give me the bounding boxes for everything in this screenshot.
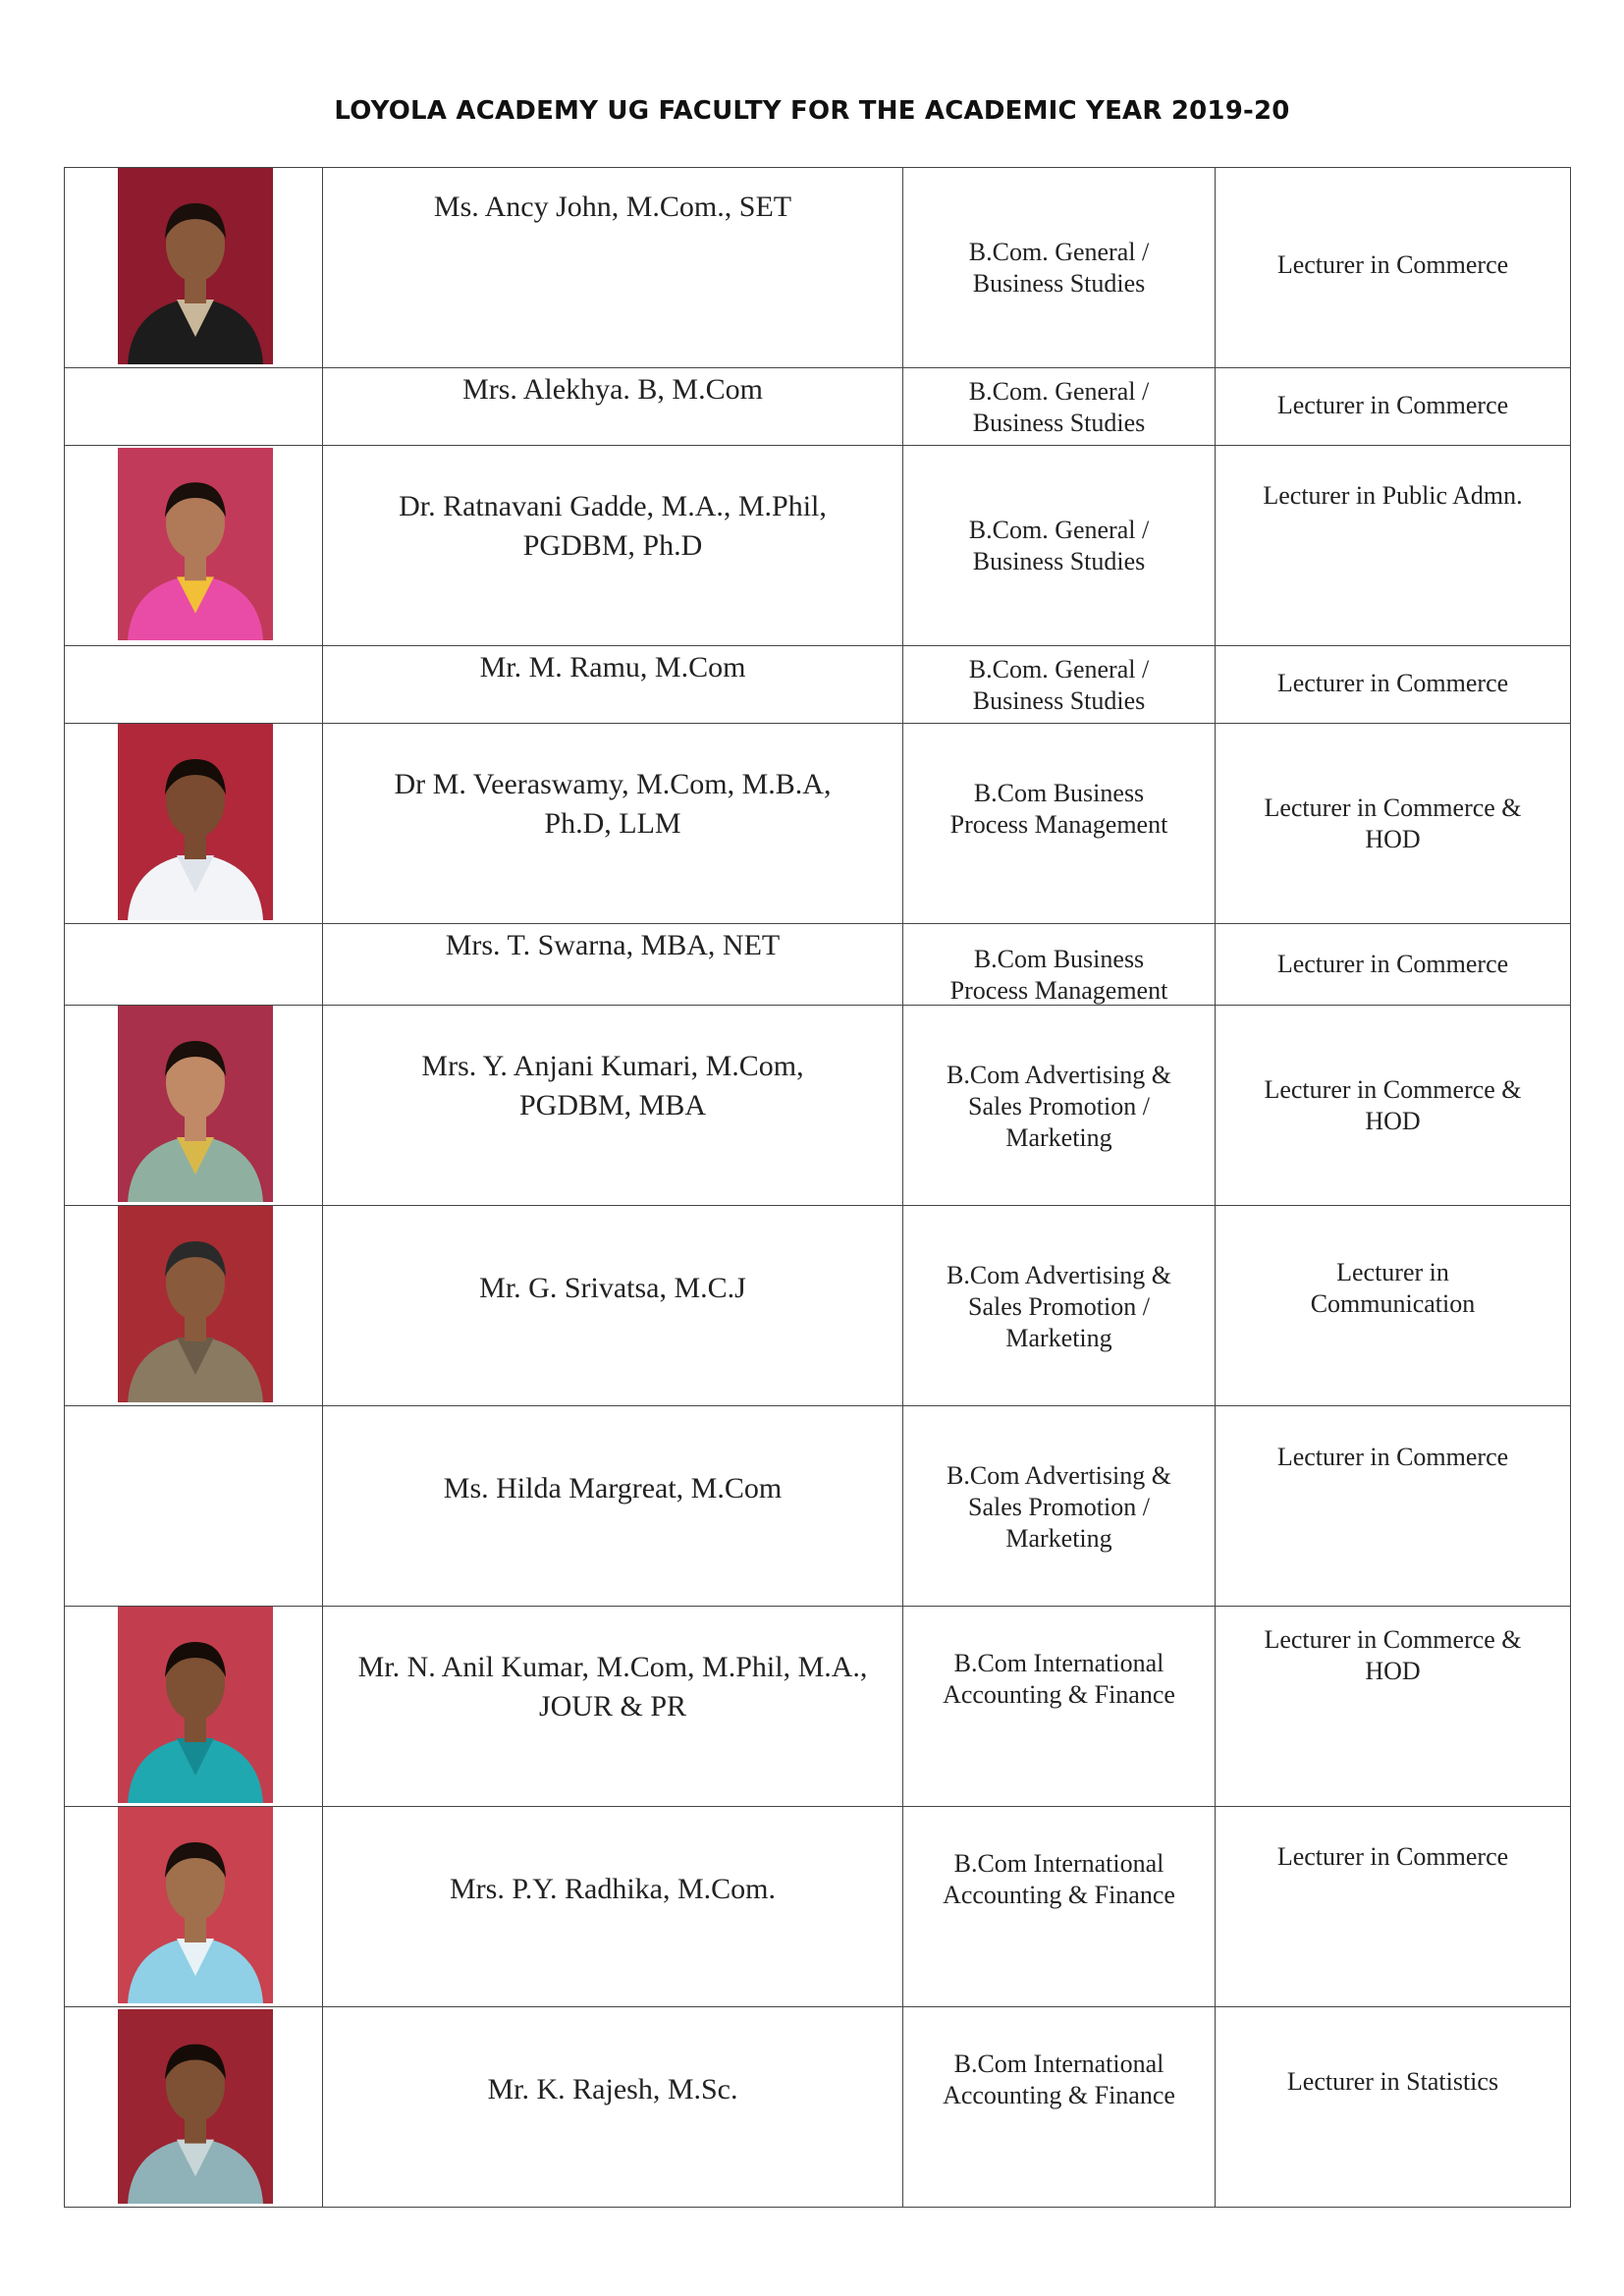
portrait-graphic (118, 2009, 273, 2204)
programme-name: B.Com Advertising & (947, 1061, 1171, 1089)
designation-cell (1216, 646, 1571, 724)
name-cell (323, 1206, 903, 1406)
programme-cell (903, 2007, 1216, 2208)
programme-cell (903, 1807, 1216, 2007)
programme-name: Marketing (1005, 1524, 1112, 1553)
faculty-photo (118, 1607, 273, 1803)
programme-name: Process Management (949, 976, 1168, 1005)
table-row (65, 168, 1571, 368)
programme-cell (903, 446, 1216, 646)
designation: Lecturer in Commerce & (1264, 793, 1522, 822)
table-row (65, 446, 1571, 646)
photo-cell (65, 1206, 323, 1406)
designation: Lecturer in (1336, 1258, 1449, 1286)
designation: Lecturer in Commerce (1276, 1443, 1509, 1471)
programme-name: Business Studies (972, 547, 1146, 575)
photo-cell (65, 924, 323, 1006)
name-cell (323, 924, 903, 1006)
designation: HOD (1365, 1107, 1421, 1135)
designation: Lecturer in Commerce (1276, 391, 1509, 419)
table-row (65, 924, 1571, 1006)
designation: HOD (1365, 1657, 1421, 1685)
faculty-name: Ms. Hilda Margreat, M.Com (443, 1472, 783, 1504)
faculty-name: PGDBM, Ph.D (522, 529, 703, 562)
table-row (65, 646, 1571, 724)
programme-name: Process Management (949, 810, 1168, 839)
programme-name: B.Com. General / (968, 516, 1150, 544)
photo-cell (65, 1006, 323, 1206)
table-row (65, 1607, 1571, 1807)
photo-cell (65, 368, 323, 446)
programme-name: Marketing (1005, 1123, 1112, 1152)
photo-cell (65, 1406, 323, 1607)
programme-cell (903, 924, 1216, 1006)
photo-cell (65, 446, 323, 646)
table-row (65, 1807, 1571, 2007)
faculty-photo (118, 1206, 273, 1402)
name-cell (323, 168, 903, 368)
name-cell (323, 1807, 903, 2007)
table-row (65, 1206, 1571, 1406)
portrait-graphic (118, 1607, 273, 1803)
programme-name: B.Com. General / (968, 655, 1150, 683)
portrait-graphic (118, 448, 273, 640)
designation-cell (1216, 1406, 1571, 1607)
faculty-name: Mrs. Alekhya. B, M.Com (462, 373, 763, 406)
programme-name: Business Studies (972, 686, 1146, 715)
faculty-photo (118, 724, 273, 920)
programme-cell (903, 1006, 1216, 1206)
designation-cell (1216, 924, 1571, 1006)
faculty-name: Ms. Ancy John, M.Com., SET (433, 191, 792, 223)
designation-cell (1216, 1607, 1571, 1807)
designation-cell (1216, 1006, 1571, 1206)
faculty-name: Mrs. Y. Anjani Kumari, M.Com, (421, 1050, 804, 1082)
faculty-photo (118, 168, 273, 364)
page-title: LOYOLA ACADEMY UG FACULTY FOR THE ACADEMIC YEAR 2019-20 (334, 96, 1290, 126)
name-cell (323, 1406, 903, 1607)
designation: Lecturer in Commerce & (1264, 1625, 1522, 1654)
designation: HOD (1365, 825, 1421, 853)
designation-cell (1216, 168, 1571, 368)
faculty-photo (118, 1807, 273, 2003)
programme-cell (903, 1607, 1216, 1807)
programme-name: Accounting & Finance (943, 1881, 1175, 1909)
programme-name: Business Studies (972, 409, 1146, 437)
designation-cell (1216, 1807, 1571, 2007)
faculty-name: Mr. M. Ramu, M.Com (479, 651, 746, 683)
programme-cell (903, 724, 1216, 924)
designation: Lecturer in Statistics (1286, 2067, 1499, 2096)
designation: Lecturer in Commerce (1276, 950, 1509, 978)
programme-name: B.Com Business (973, 945, 1145, 973)
faculty-table (64, 167, 1571, 2208)
photo-cell (65, 1607, 323, 1807)
name-cell (323, 1006, 903, 1206)
programme-cell (903, 368, 1216, 446)
programme-name: B.Com Business (973, 779, 1145, 807)
portrait-graphic (118, 1206, 273, 1402)
faculty-photo (118, 1006, 273, 1202)
programme-cell (903, 168, 1216, 368)
photo-cell (65, 724, 323, 924)
designation: Lecturer in Commerce (1276, 250, 1509, 279)
faculty-name: Mr. G. Srivatsa, M.C.J (479, 1272, 746, 1304)
programme-name: B.Com International (953, 1649, 1164, 1677)
photo-cell (65, 1807, 323, 2007)
faculty-name: JOUR & PR (538, 1690, 687, 1722)
programme-name: Sales Promotion / (968, 1493, 1150, 1521)
table-row (65, 1006, 1571, 1206)
table-row (65, 724, 1571, 924)
table-row (65, 368, 1571, 446)
name-cell (323, 1607, 903, 1807)
programme-name: B.Com. General / (968, 377, 1150, 406)
name-cell (323, 446, 903, 646)
programme-name: Sales Promotion / (968, 1292, 1150, 1321)
faculty-name: Dr M. Veeraswamy, M.Com, M.B.A, (394, 768, 832, 800)
designation: Lecturer in Commerce (1276, 1842, 1509, 1871)
faculty-table-body (65, 168, 1571, 2208)
programme-cell (903, 1406, 1216, 1607)
designation: Lecturer in Commerce & (1264, 1075, 1522, 1104)
designation-cell (1216, 368, 1571, 446)
programme-cell (903, 1206, 1216, 1406)
designation-cell (1216, 1206, 1571, 1406)
faculty-name: Ph.D, LLM (544, 807, 681, 840)
faculty-name: Mr. N. Anil Kumar, M.Com, M.Phil, M.A., (357, 1651, 868, 1683)
faculty-photo (118, 2009, 273, 2204)
designation-cell (1216, 724, 1571, 924)
programme-name: Marketing (1005, 1324, 1112, 1352)
designation: Lecturer in Public Admn. (1263, 481, 1523, 510)
portrait-graphic (118, 1006, 273, 1202)
programme-name: B.Com International (953, 2050, 1164, 2078)
photo-cell (65, 2007, 323, 2208)
programme-name: B.Com Advertising & (947, 1261, 1171, 1289)
designation: Lecturer in Commerce (1276, 669, 1509, 697)
name-cell (323, 2007, 903, 2208)
programme-name: Accounting & Finance (943, 2081, 1175, 2109)
name-cell (323, 724, 903, 924)
faculty-name: PGDBM, MBA (518, 1089, 707, 1121)
programme-name: Business Studies (972, 269, 1146, 298)
designation-cell (1216, 2007, 1571, 2208)
programme-cell (903, 646, 1216, 724)
designation: Communication (1310, 1289, 1476, 1318)
portrait-graphic (118, 168, 273, 364)
programme-name: B.Com Advertising & (947, 1461, 1171, 1490)
programme-name: B.Com. General / (968, 238, 1150, 266)
name-cell (323, 368, 903, 446)
table-row (65, 1406, 1571, 1607)
table-row (65, 2007, 1571, 2208)
faculty-name: Mr. K. Rajesh, M.Sc. (487, 2073, 738, 2105)
name-cell (323, 646, 903, 724)
faculty-name: Dr. Ratnavani Gadde, M.A., M.Phil, (399, 490, 827, 522)
designation-cell (1216, 446, 1571, 646)
faculty-name: Mrs. T. Swarna, MBA, NET (445, 929, 781, 961)
faculty-name: Mrs. P.Y. Radhika, M.Com. (450, 1873, 776, 1905)
programme-name: B.Com International (953, 1849, 1164, 1878)
portrait-graphic (118, 724, 273, 920)
faculty-photo (118, 448, 273, 640)
photo-cell (65, 168, 323, 368)
programme-name: Accounting & Finance (943, 1680, 1175, 1709)
portrait-graphic (118, 1807, 273, 2003)
photo-cell (65, 646, 323, 724)
programme-name: Sales Promotion / (968, 1092, 1150, 1121)
